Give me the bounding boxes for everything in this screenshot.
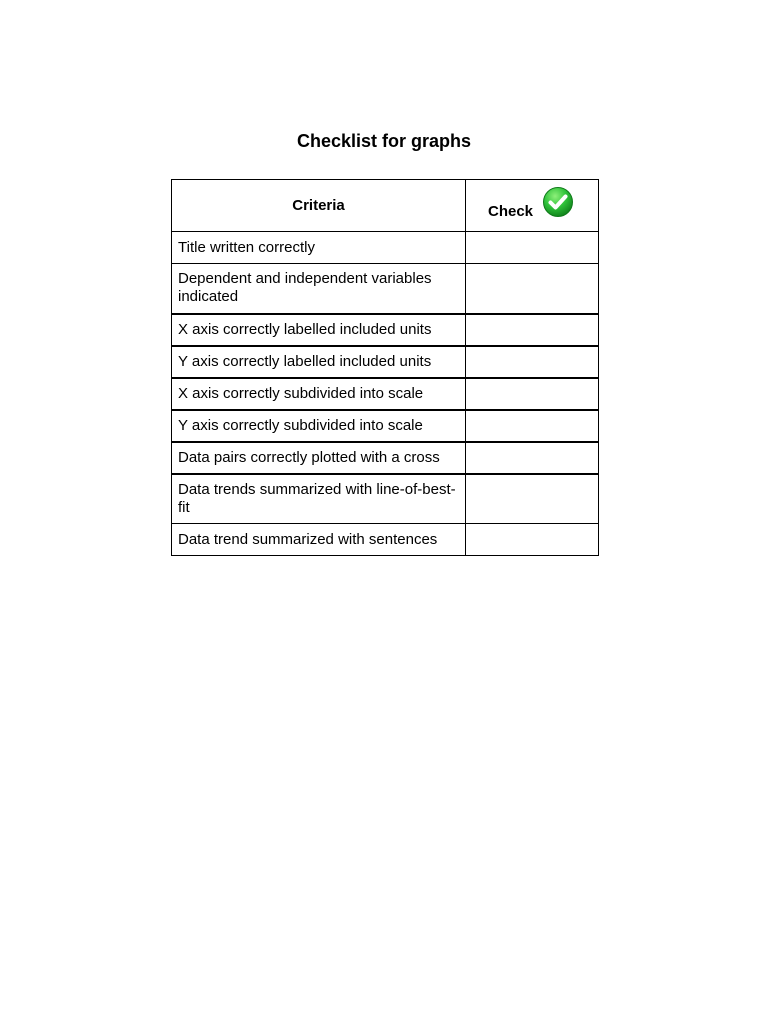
check-cell[interactable] <box>466 442 599 474</box>
table-row <box>172 232 599 264</box>
check-header-label: Check <box>488 203 534 220</box>
criteria-cell: Y axis correctly labelled included units <box>172 346 466 378</box>
table-row <box>172 474 599 524</box>
check-cell[interactable] <box>466 346 599 378</box>
check-cell[interactable] <box>466 410 599 442</box>
criteria-cell: Data trends summarized with line-of-best-fit <box>172 474 466 524</box>
table-row <box>172 524 599 556</box>
criteria-cell: Dependent and independent variables indicated <box>172 264 466 314</box>
criteria-cell: Data trend summarized with sentences <box>172 524 466 556</box>
table-row <box>172 378 599 410</box>
check-cell[interactable] <box>466 378 599 410</box>
criteria-cell: X axis correctly subdivided into scale <box>172 378 466 410</box>
checklist-table <box>171 179 599 556</box>
criteria-cell: X axis correctly labelled included units <box>172 314 466 346</box>
green-checkmark-icon <box>542 186 574 218</box>
check-cell[interactable] <box>466 474 599 524</box>
table-row <box>172 264 599 314</box>
criteria-column-header: Criteria <box>172 180 466 232</box>
check-column-header <box>466 180 599 232</box>
table-row <box>172 442 599 474</box>
table-row <box>172 346 599 378</box>
check-cell[interactable] <box>466 232 599 264</box>
check-cell[interactable] <box>466 264 599 314</box>
criteria-cell: Y axis correctly subdivided into scale <box>172 410 466 442</box>
criteria-cell: Data pairs correctly plotted with a cross <box>172 442 466 474</box>
check-cell[interactable] <box>466 314 599 346</box>
table-row <box>172 314 599 346</box>
table-header-row <box>172 180 599 232</box>
table-row <box>172 410 599 442</box>
check-cell[interactable] <box>466 524 599 556</box>
page-title: Checklist for graphs <box>296 131 472 151</box>
criteria-cell: Title written correctly <box>172 232 466 264</box>
